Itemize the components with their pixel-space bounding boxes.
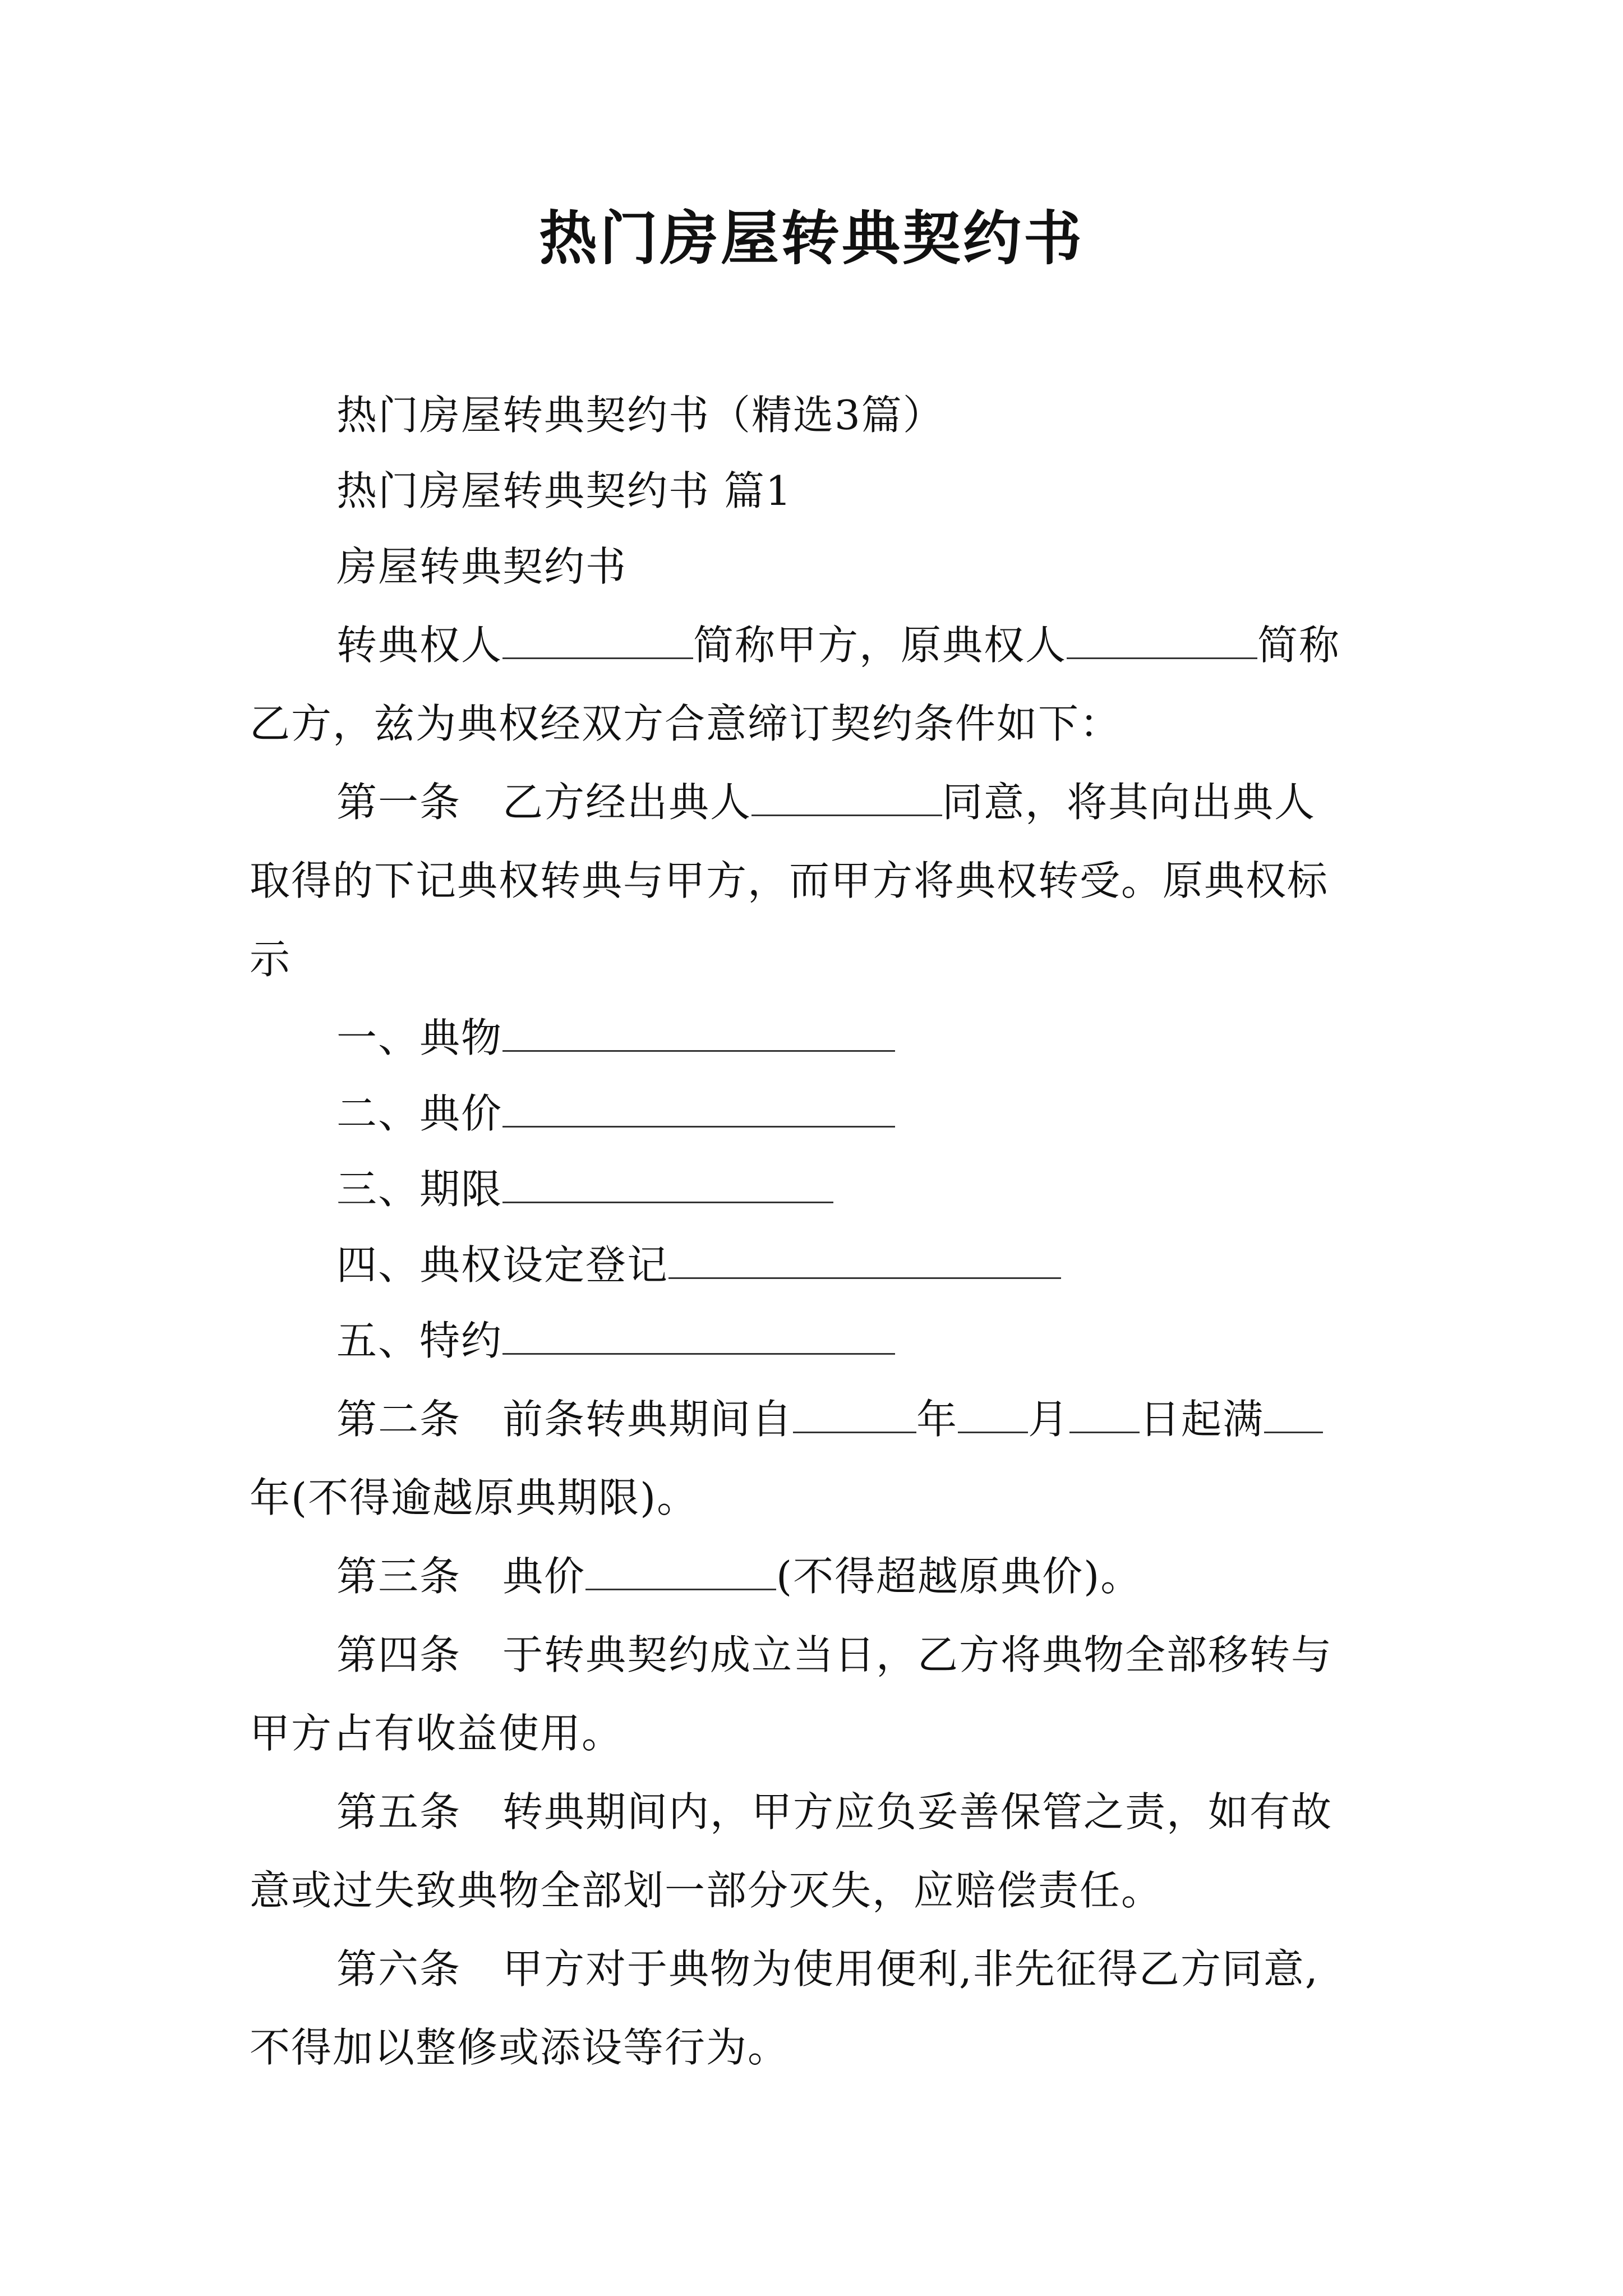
item-2 (336, 1074, 1377, 1153)
blank-field (1067, 623, 1257, 659)
item-4 (336, 1226, 1377, 1304)
blank-field (668, 1243, 1061, 1279)
item-1-label: 一、典物 (336, 1014, 503, 1061)
article-2-line-2: 年(不得逾越原典期限)。 (250, 1474, 699, 1521)
article-3-text-a: 第三条 典价 (336, 1553, 586, 1600)
blank-field (751, 780, 942, 816)
intro-text-a: 转典权人 (336, 622, 503, 669)
article-4-line-2: 甲方占有收益使用。 (250, 1710, 624, 1757)
blank-field (1264, 1397, 1323, 1433)
intro-line-2: 乙方，兹为典权经双方合意缔订契约条件如下： (250, 700, 1122, 747)
item-2-label: 二、典价 (336, 1090, 503, 1137)
item-4-label: 四、典权设定登记 (336, 1241, 669, 1289)
item-5 (336, 1301, 1377, 1380)
article-2-text-d: 日起满 (1140, 1396, 1265, 1443)
article-2-text-b: 年 (916, 1396, 958, 1443)
article-1-text-a: 第一条 乙方经出典人 (336, 779, 752, 826)
contract-title: 房屋转典契约书 (336, 543, 628, 590)
article-5-line-2: 意或过失致典物全部划一部分灭失，应赔偿责任。 (250, 1867, 1163, 1914)
article-6-line-1: 第六条 甲方对于典物为使用便利,非先征得乙方同意, (336, 1945, 1319, 1993)
blank-field (502, 1318, 895, 1355)
article-1-text-b: 同意，将其向出典人 (942, 779, 1316, 826)
document-subtitle: 热门房屋转典契约书（精选3篇） (336, 392, 944, 439)
article-4-line-1: 第四条 于转典契约成立当日，乙方将典物全部移转与 (336, 1631, 1333, 1678)
article-1-line-1 (336, 763, 1377, 841)
article-1-line-2: 取得的下记典权转典与甲方，而甲方将典权转受。原典权标 (250, 857, 1329, 904)
article-3-line-1 (336, 1537, 1377, 1616)
intro-text-c: 简称 (1257, 622, 1341, 669)
blank-field (502, 1167, 833, 1203)
blank-field (585, 1554, 776, 1590)
blank-field (1069, 1397, 1140, 1433)
article-1-line-3: 示 (250, 936, 292, 983)
section-heading: 热门房屋转典契约书 篇1 (336, 467, 792, 514)
document-title: 热门房屋转典契约书 (538, 204, 1084, 273)
article-2-line-1 (336, 1380, 1377, 1458)
blank-field (502, 623, 693, 659)
intro-text-b: 简称甲方，原典权人 (693, 622, 1067, 669)
article-2-text-c: 月 (1028, 1396, 1070, 1443)
blank-field (502, 1015, 895, 1052)
article-5-line-1: 第五条 转典期间内，甲方应负妥善保管之责，如有故 (336, 1788, 1333, 1835)
item-5-label: 五、特约 (336, 1317, 503, 1364)
intro-line-1 (336, 606, 1377, 684)
article-6-line-2: 不得加以整修或添设等行为。 (250, 2024, 790, 2071)
item-3-label: 三、期限 (336, 1166, 503, 1213)
article-2-text-a: 第二条 前条转典期间自 (336, 1396, 794, 1443)
item-3 (336, 1150, 1377, 1228)
blank-field (502, 1091, 895, 1128)
article-3-text-b: (不得超越原典价)。 (776, 1553, 1142, 1600)
blank-field (958, 1397, 1028, 1433)
blank-field (793, 1397, 916, 1433)
item-1 (336, 999, 1377, 1077)
